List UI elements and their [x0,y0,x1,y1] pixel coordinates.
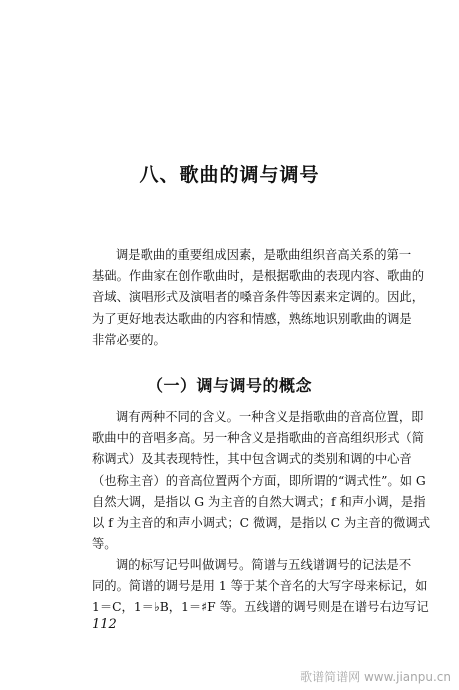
section-title: （一）调与调号的概念 [146,376,312,395]
chapter-title: 八、歌曲的调与调号 [139,164,320,186]
section-paragraph-2 [92,555,429,619]
text-line: 以 f 为主音的和声小调式；C 微调，是指以 C 为主音的微调式 [92,515,431,530]
text-line: 自然大调，是指以 G 为主音的自然大调式；f 和声小调，是指 [92,494,426,509]
section-paragraph-1 [92,407,431,555]
text-line: 同的。简谱的调号是用 1 等于某个音名的大写字母来标记，如 [92,579,428,594]
text-line: 非常必要的。 [92,332,166,347]
watermark: 歌谱简谱网 www.jianpu.cn [300,670,451,684]
intro-paragraph [92,245,425,351]
text-line: 调有两种不同的含义。一种含义是指歌曲的音高位置，即 [116,410,424,424]
text-line: 音域、演唱形式及演唱者的嗓音条件等因素来定调的。因此， [92,290,425,305]
text-line: 1＝C，1＝♭B，1＝♯F 等。五线谱的调号则是在谱号右边写记 [92,600,429,615]
text-line: 称调式）及其表现特性，其中包含调式的类别和调的中心音 [92,452,412,467]
text-line: 为了更好地表达歌曲的内容和情感，熟练地识别歌曲的调是 [92,311,412,326]
text-line: 歌曲中的音唱多高。另一种含义是指歌曲的音高组织形式（简 [92,431,425,446]
page-number: 112 [92,617,117,632]
text-line: 等。 [92,537,117,552]
text-line: 基础。作曲家在创作歌曲时，是根据歌曲的表现内容、歌曲的 [92,269,425,284]
text-line: 调是歌曲的重要组成因素，是歌曲组织音高关系的第一 [116,248,412,262]
text-line: 调的标写记号叫做调号。简谱与五线谱调号的记法是不 [116,558,412,572]
text-line: （也称主音）的音高位置两个方面，即所谓的“调式性”。如 G [92,473,426,488]
